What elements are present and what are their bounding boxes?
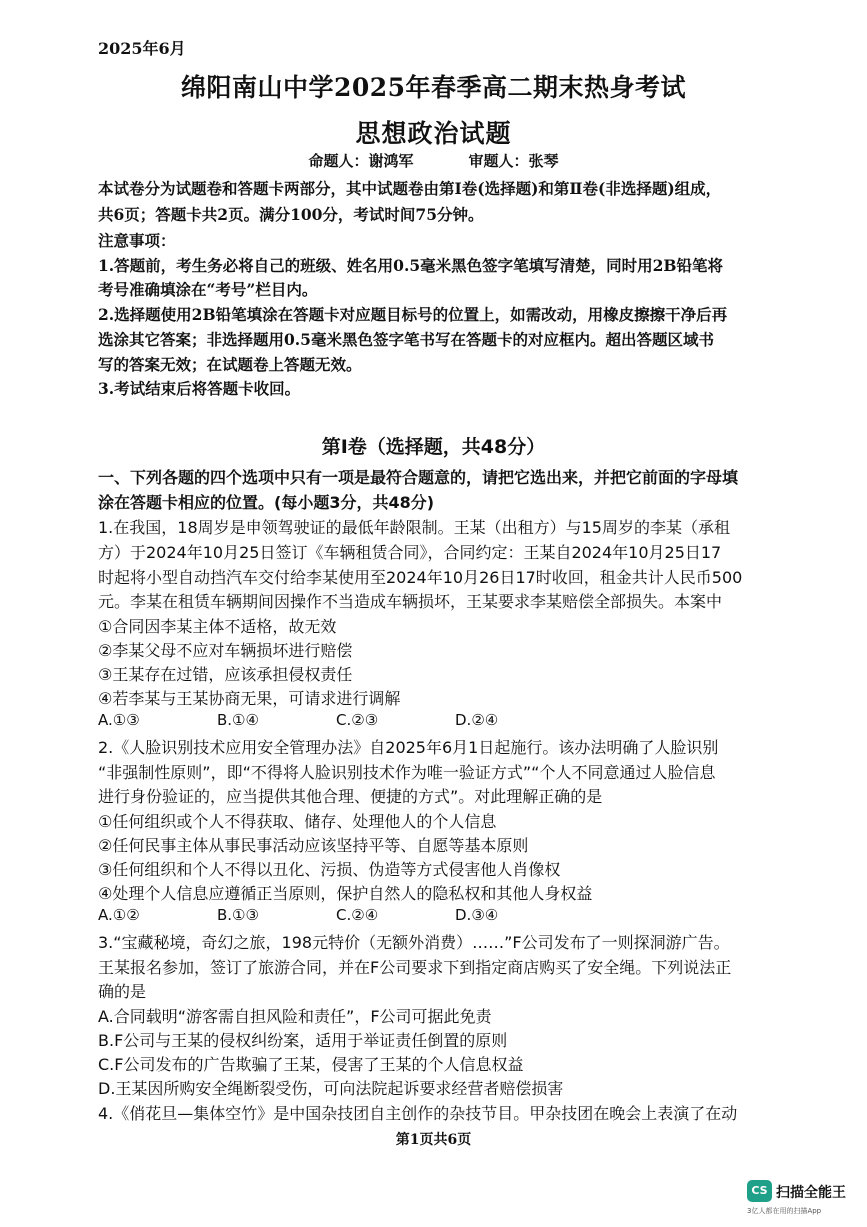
notice-3: 3.考试结束后将答题卡收回。 — [98, 379, 301, 398]
q1-stem-3: 时起将小型自动挡汽车交付给李某使用至2024年10月26日17时收回，租金共计人民币500 — [98, 568, 743, 587]
watermark-app-name: 扫描全能王 — [776, 1185, 846, 1201]
q1-option-d: D.②④ — [455, 711, 499, 729]
q4-stem-1: 4.《俏花旦—集体空竹》是中国杂技团自主创作的杂技节目。甲杂技团在晚会上表演了在动 — [98, 1104, 738, 1123]
q2-stem-2: “非强制性原则”，即“不得将人脸识别技术作为唯一验证方式”“个人不同意通过人脸信息 — [98, 763, 716, 782]
notice-2b: 选涂其它答案；非选择题用0.5毫米黑色签字笔书写在答题卡的对应框内。超出答题区域书 — [98, 330, 714, 349]
q2-option-c: C.②④ — [336, 906, 379, 924]
exam-date: 2025年6月 — [98, 39, 186, 58]
notice-1b: 考号准确填涂在“考号”栏目内。 — [98, 280, 318, 299]
author-line — [0, 150, 867, 171]
exam-title: 绵阳南山中学2025年春季高二期末热身考试 — [180, 73, 687, 102]
q1-statement-1: ①合同因李某主体不适格，故无效 — [98, 617, 337, 636]
q2-statement-2: ②任何民事主体从事民事活动应该坚持平等、自愿等基本原则 — [98, 836, 529, 855]
q3-stem-2: 王某报名参加，签订了旅游合同，并在F公司要求下到指定商店购买了安全绳。下列说法正 — [98, 958, 732, 977]
exam-subtitle: 思想政治试题 — [355, 119, 512, 148]
q3-option-a: A.合同载明“游客需自担风险和责任”，F公司可据此免责 — [98, 1007, 492, 1026]
q2-option-d: D.③④ — [455, 906, 499, 924]
q1-option-c: C.②③ — [336, 711, 379, 729]
section-instruction-1: 一、下列各题的四个选项中只有一项是最符合题意的，请把它选出来，并把它前面的字母填 — [98, 468, 739, 487]
notice-title: 注意事项： — [98, 231, 176, 250]
watermark-tagline: 3亿人都在用的扫描App — [747, 1207, 822, 1215]
q3-option-b: B.F公司与王某的侵权纠纷案，适用于举证责任倒置的原则 — [98, 1031, 508, 1050]
q1-options — [98, 711, 574, 729]
q2-option-b: B.①③ — [217, 906, 259, 924]
q2-statement-4: ④处理个人信息应遵循正当原则，保护自然人的隐私权和其他人身权益 — [98, 884, 593, 903]
section-title: 第Ⅰ卷（选择题，共48分） — [321, 436, 546, 458]
q1-stem-2: 方）于2024年10月25日签订《车辆租赁合同》，合同约定：王某自2024年10月25日17 — [98, 543, 722, 562]
intro-line-1: 本试卷分为试题卷和答题卡两部分，其中试题卷由第Ⅰ卷(选择题)和第Ⅱ卷(非选择题)组成， — [98, 179, 722, 198]
q1-option-b: B.①④ — [217, 711, 259, 729]
section-instruction-2: 涂在答题卡相应的位置。(每小题3分，共48分) — [98, 493, 435, 512]
q3-stem-1: 3.“宝藏秘境，奇幻之旅，198元特价（无额外消费）……”F公司发布了一则探洞游广告。 — [98, 933, 730, 952]
q2-stem-1: 2.《人脸识别技术应用安全管理办法》自2025年6月1日起施行。该办法明确了人脸识别 — [98, 738, 719, 757]
q1-stem-1: 1.在我国，18周岁是申领驾驶证的最低年龄限制。王某（出租方）与15周岁的李某（承租 — [98, 518, 730, 537]
reviewer-name: 审题人：张琴 — [468, 152, 559, 170]
q2-stem-3: 进行身份验证的，应当提供其他合理、便捷的方式”。对此理解正确的是 — [98, 787, 603, 806]
notice-2a: 2.选择题使用2B铅笔填涂在答题卡对应题目标号的位置上，如需改动，用橡皮擦擦干净后再 — [98, 305, 728, 324]
q3-option-d: D.王某因所购安全绳断裂受伤，可向法院起诉要求经营者赔偿损害 — [98, 1079, 564, 1098]
camscanner-logo-icon: CS — [747, 1180, 772, 1202]
author-name: 命题人：谢鸿军 — [308, 152, 414, 170]
q2-option-a: A.①② — [98, 906, 140, 924]
notice-1a: 1.答题前，考生务必将自己的班级、姓名用0.5毫米黑色签字笔填写清楚，同时用2B铅笔将 — [98, 256, 724, 275]
q2-options — [98, 906, 574, 924]
q3-option-c: C.F公司发布的广告欺骗了王某，侵害了王某的个人信息权益 — [98, 1055, 524, 1074]
q1-stem-4: 元。李某在租赁车辆期间因操作不当造成车辆损坏，王某要求李某赔偿全部损失。本案中 — [98, 592, 723, 611]
q1-statement-4: ④若李某与王某协商无果，可请求进行调解 — [98, 689, 401, 708]
q2-statement-1: ①任何组织或个人不得获取、储存、处理他人的个人信息 — [98, 812, 497, 831]
q1-option-a: A.①③ — [98, 711, 140, 729]
q1-statement-2: ②李某父母不应对车辆损坏进行赔偿 — [98, 641, 353, 660]
q2-statement-3: ③任何组织和个人不得以丑化、污损、伪造等方式侵害他人肖像权 — [98, 860, 561, 879]
notice-2c: 写的答案无效；在试题卷上答题无效。 — [98, 355, 362, 374]
q1-statement-3: ③王某存在过错，应该承担侵权责任 — [98, 665, 353, 684]
intro-line-2: 共6页；答题卡共2页。满分100分，考试时间75分钟。 — [98, 205, 484, 224]
q3-stem-3: 确的是 — [98, 982, 147, 1001]
scanner-watermark — [747, 1180, 847, 1220]
page-number: 第1页共6页 — [395, 1132, 472, 1148]
